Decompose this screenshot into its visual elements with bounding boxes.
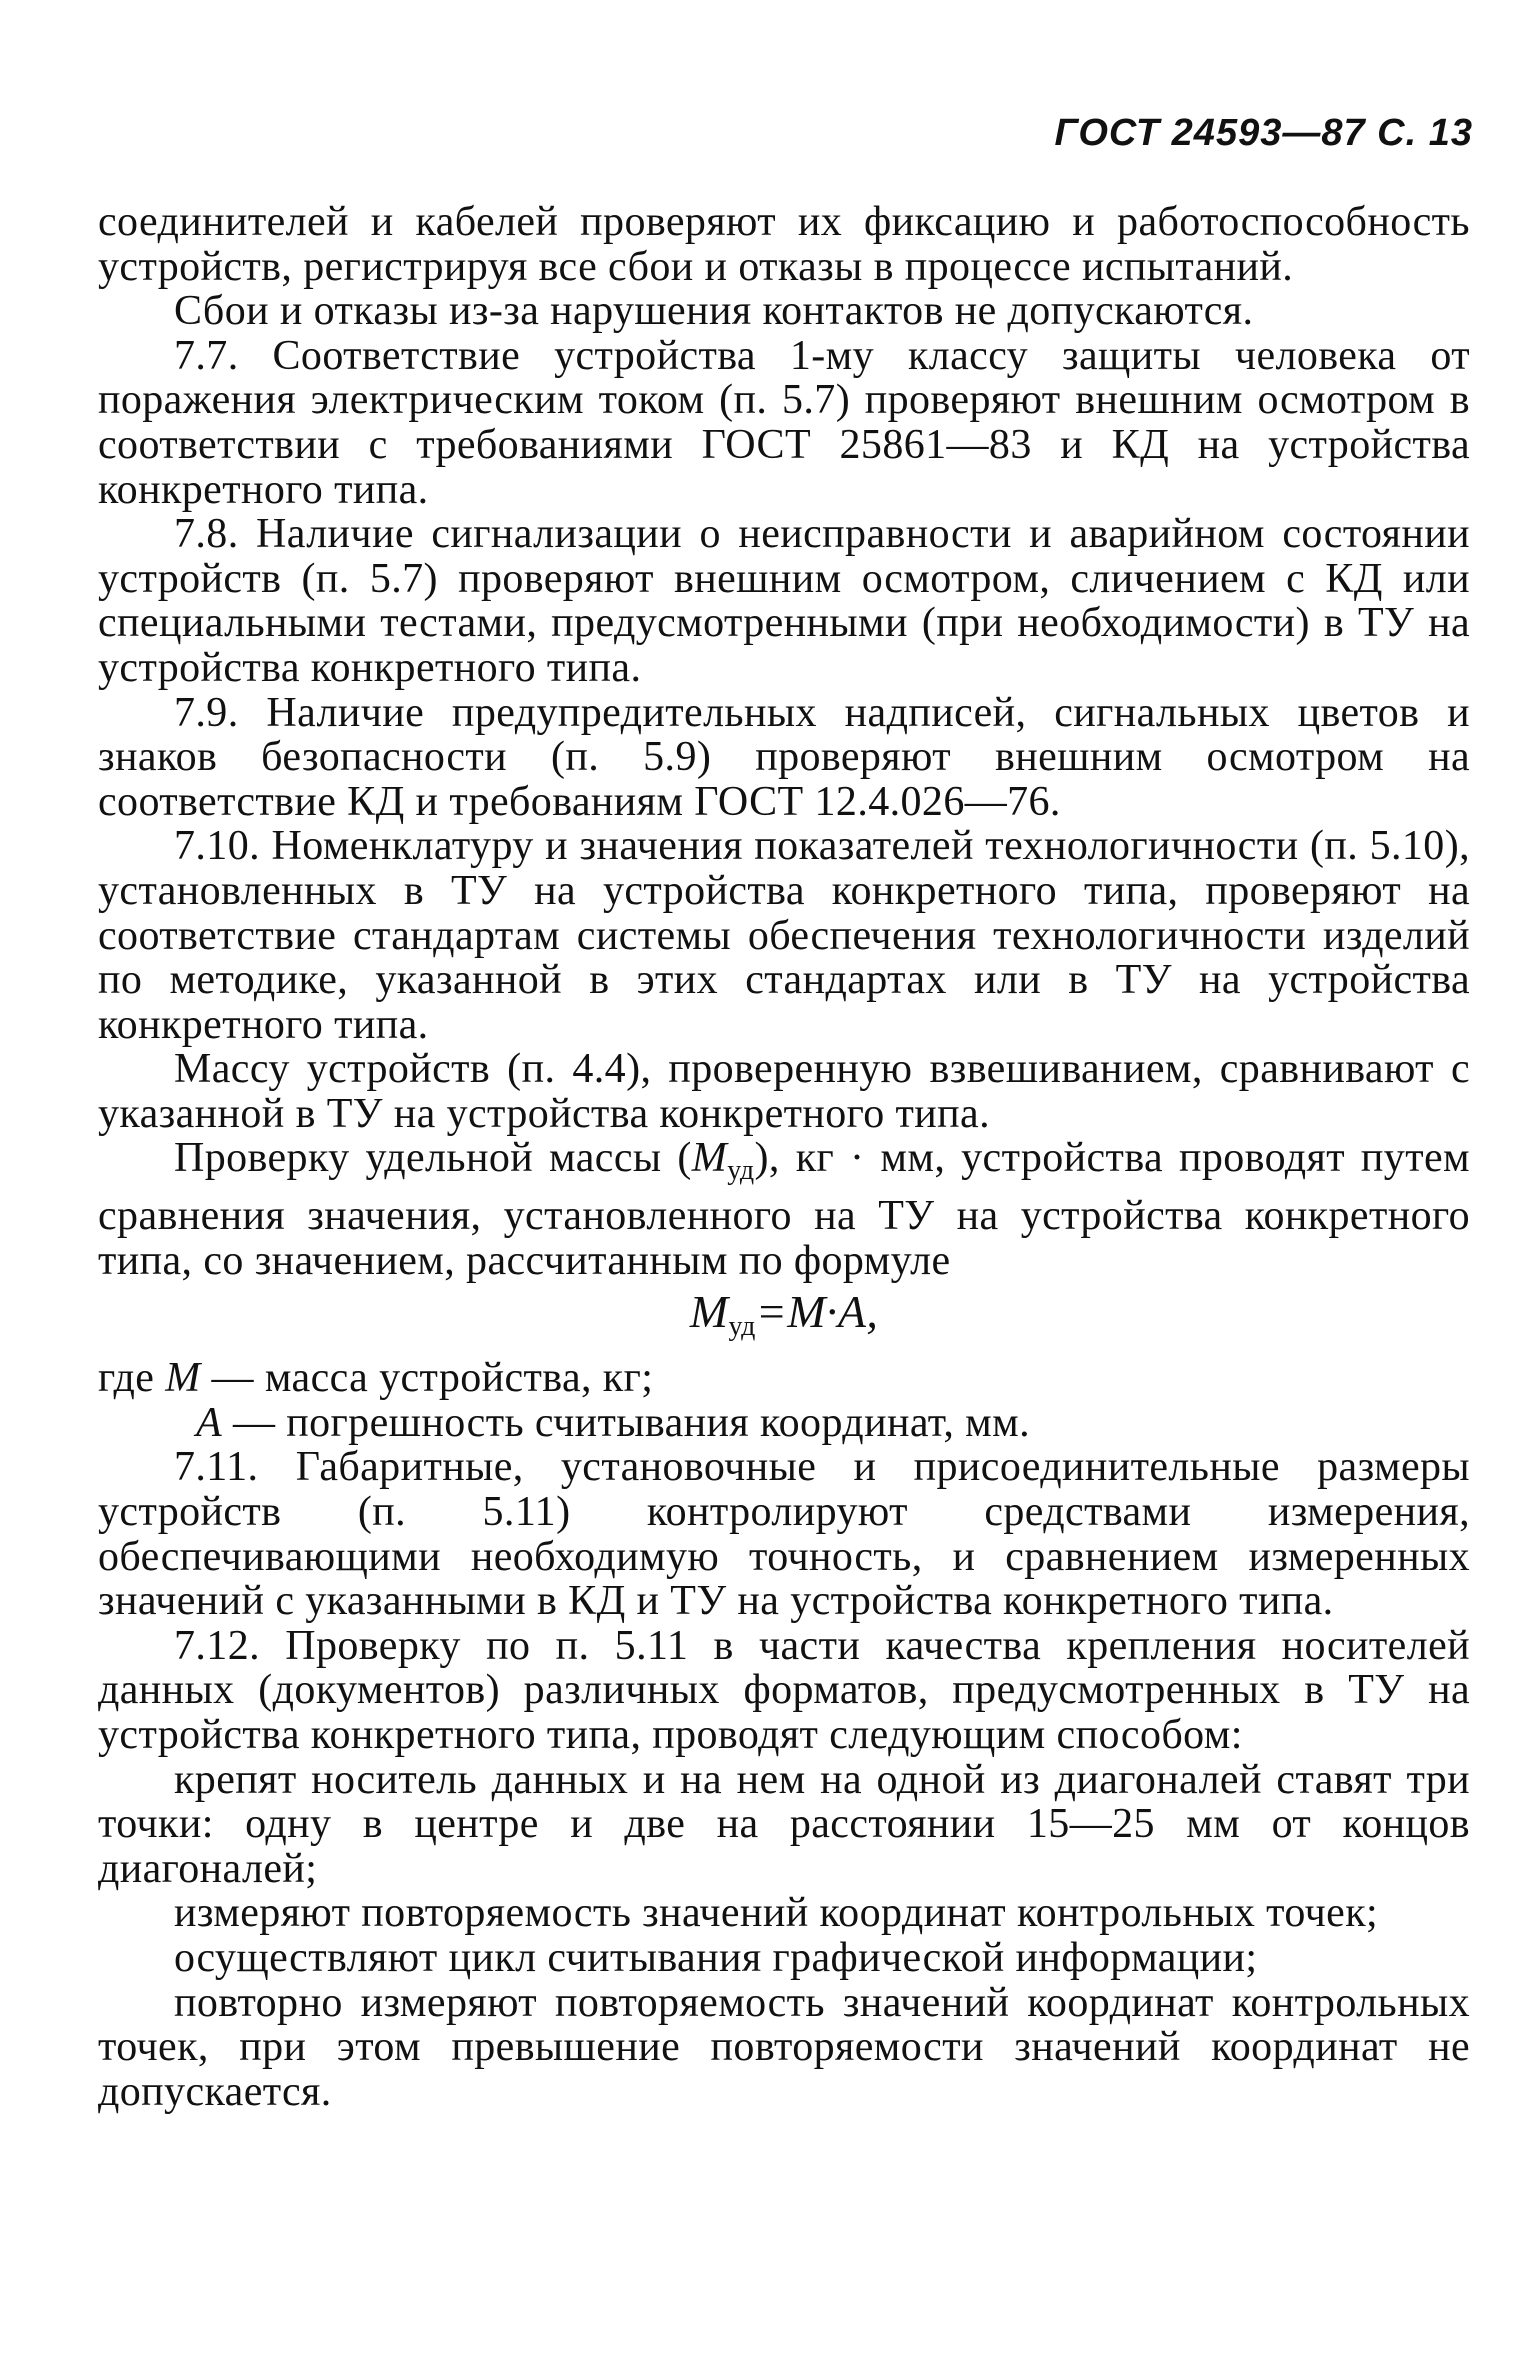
specific-mass-text-b: ), кг · мм, устройства проводят путем сравнения значения, установленного на ТУ на устройства конкретного типа, со значением, рассчитанным по формуле (98, 1135, 1470, 1284)
paragraph-7-9: 7.9. Наличие предупредительных надписей, сигнальных цветов и знаков безопасности (п. 5.9) проверяют внешним осмотром на соответствие КД и требованиям ГОСТ 12.4.026—76. (98, 689, 1470, 825)
page-header: ГОСТ 24593—87 С. 13 (1054, 112, 1473, 154)
paragraph-step-2: измеряют повторяемость значений координат контрольных точек; (174, 1890, 1379, 1937)
where-error-text: — погрешность считывания координат, мм. (222, 1399, 1031, 1446)
paragraph-7-7: 7.7. Соответствие устройства 1-му классу защиты человека от поражения электрическим током (п. 5.7) проверяют внешним осмотром в соответствии с требованиями ГОСТ 25861—83 и КД на устройства конкретного типа. (98, 332, 1470, 513)
where-mass (98, 1356, 1470, 1401)
paragraph-step-1: крепят носитель данных и на нем на одной из диагоналей ставят три точки: одну в центре и две на расстоянии 15—25 мм от концов диагоналей; (98, 1756, 1470, 1892)
paragraph-specific-mass (98, 1136, 1470, 1283)
where-error-symbol: А (196, 1399, 223, 1446)
formula-rhs: =М·А, (755, 1286, 879, 1338)
paragraph-7-12: 7.12. Проверку по п. 5.11 в части качества крепления носителей данных (документов) различных форматов, предусмотренных в ТУ на устройства конкретного типа, проводят следующим способом: (98, 1622, 1470, 1758)
paragraph-7-11: 7.11. Габаритные, установочные и присоединительные размеры устройств (п. 5.11) контролируют средствами измерения, обеспечивающими необходимую точность, и сравнением измеренных значений с указанными в КД и ТУ на устройства конкретного типа. (98, 1444, 1470, 1625)
specific-mass-subscript: уд (727, 1155, 755, 1187)
specific-mass-text-a: Проверку удельной массы ( (174, 1135, 692, 1182)
formula (98, 1283, 1470, 1356)
paragraph-step-3: осуществляют цикл считывания графической информации; (174, 1934, 1258, 1981)
specific-mass-symbol: М (691, 1135, 728, 1182)
paragraph-mass: Массу устройств (п. 4.4), проверенную взвешиванием, сравнивают с указанной в ТУ на устройства конкретного типа. (98, 1046, 1470, 1137)
paragraph-step-4: повторно измеряют повторяемость значений координат контрольных точек, при этом превышение повторяемости значений координат не допускается. (98, 1979, 1470, 2115)
where-mass-symbol: М (165, 1355, 201, 1402)
formula-lhs: М (689, 1286, 729, 1338)
where-error (98, 1401, 1470, 1446)
paragraph-failures: Сбои и отказы из-за нарушения контактов не допускаются. (174, 288, 1254, 335)
formula-subscript: уд (728, 1311, 756, 1343)
where-prefix: где (98, 1355, 166, 1402)
paragraph-7-8: 7.8. Наличие сигнализации о неисправности и аварийном состоянии устройств (п. 5.7) проверяют внешним осмотром, сличением с КД или специальными тестами, предусмотренными (при необходимости) в ТУ на устройства конкретного типа. (98, 511, 1470, 691)
paragraph-continuation: соединителей и кабелей проверяют их фиксацию и работоспособность устройств, регистрируя все сбои и отказы в процессе испытаний. (98, 199, 1470, 290)
paragraph-7-10: 7.10. Номенклатуру и значения показателей технологичности (п. 5.10), установленных в ТУ на устройства конкретного типа, проверяют на соответствие стандартам системы обеспечения технологичности изделий по методике, указанной в этих стандартах или в ТУ на устройства конкретного типа. (98, 823, 1470, 1048)
document-body (98, 200, 1470, 2114)
where-mass-text: — масса устройства, кг; (200, 1355, 654, 1402)
